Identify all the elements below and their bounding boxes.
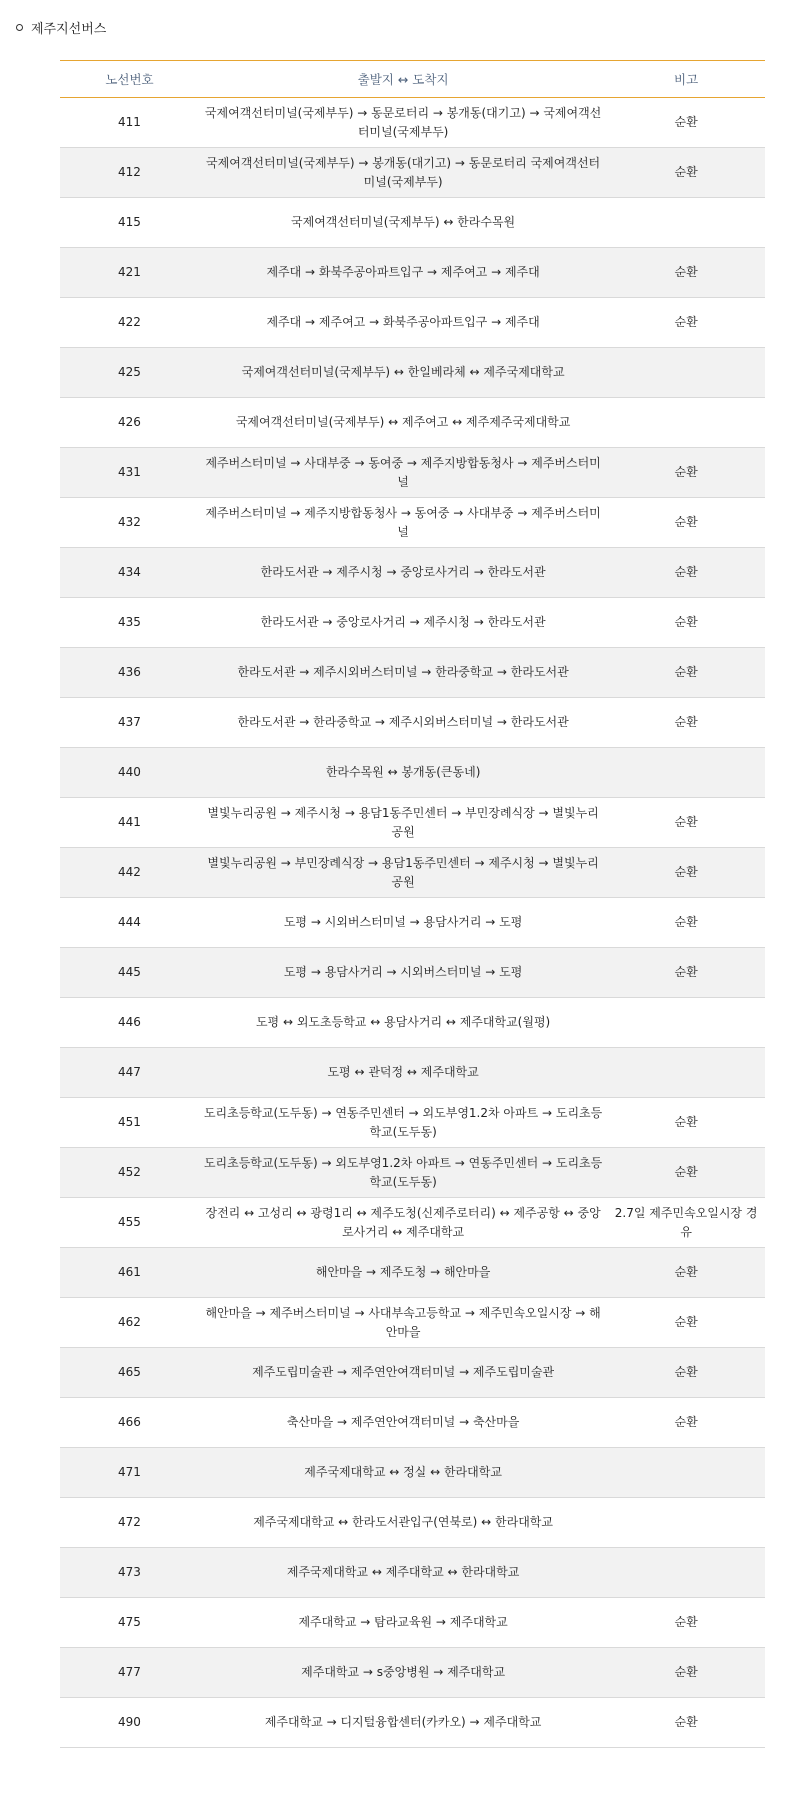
route-cell: 국제여객선터미널(국제부두) → 동문로터리 → 봉개동(대기고) → 국제여객선터미널(국제부두): [199, 98, 607, 148]
note-cell: 순환: [607, 1698, 765, 1748]
table-row: [60, 1348, 765, 1398]
route-cell: 도평 ↔ 관덕정 ↔ 제주대학교: [199, 1048, 607, 1098]
note-cell: 2.7일 제주민속오일시장 경유: [607, 1198, 765, 1248]
route-number-cell: 462: [60, 1298, 199, 1348]
route-number-cell: 437: [60, 698, 199, 748]
table-row: [60, 398, 765, 448]
route-number-cell: 435: [60, 598, 199, 648]
note-cell: 순환: [607, 698, 765, 748]
note-cell: [607, 1498, 765, 1548]
route-number-cell: 431: [60, 448, 199, 498]
note-cell: 순환: [607, 948, 765, 998]
route-cell: 제주대 → 제주여고 → 화북주공아파트입구 → 제주대: [199, 298, 607, 348]
table-row: [60, 348, 765, 398]
note-cell: 순환: [607, 498, 765, 548]
route-number-cell: 434: [60, 548, 199, 598]
route-number-cell: 422: [60, 298, 199, 348]
route-number-cell: 412: [60, 148, 199, 198]
table-row: [60, 698, 765, 748]
route-table: [60, 60, 765, 1748]
note-cell: [607, 1548, 765, 1598]
table-row: [60, 1148, 765, 1198]
header-route-number: 노선번호: [60, 61, 199, 98]
table-row: [60, 1398, 765, 1448]
note-cell: 순환: [607, 1348, 765, 1398]
table-row: [60, 848, 765, 898]
table-row: [60, 148, 765, 198]
route-cell: 도리초등학교(도두동) → 연동주민센터 → 외도부영1.2차 아파트 → 도리초등학교(도두동): [199, 1098, 607, 1148]
route-number-cell: 451: [60, 1098, 199, 1148]
route-number-cell: 440: [60, 748, 199, 798]
route-number-cell: 425: [60, 348, 199, 398]
route-number-cell: 465: [60, 1348, 199, 1398]
route-cell: 도평 ↔ 외도초등학교 ↔ 용담사거리 ↔ 제주대학교(월평): [199, 998, 607, 1048]
route-cell: 해안마을 → 제주버스터미널 → 사대부속고등학교 → 제주민속오일시장 → 해안마을: [199, 1298, 607, 1348]
route-cell: 제주대학교 → s중앙병원 → 제주대학교: [199, 1648, 607, 1698]
route-cell: 제주대학교 → 탐라교육원 → 제주대학교: [199, 1598, 607, 1648]
route-number-cell: 421: [60, 248, 199, 298]
table-row: [60, 1598, 765, 1648]
route-number-cell: 461: [60, 1248, 199, 1298]
note-cell: 순환: [607, 1148, 765, 1198]
table-row: [60, 248, 765, 298]
route-cell: 국제여객선터미널(국제부두) ↔ 한일베라체 ↔ 제주국제대학교: [199, 348, 607, 398]
header-route: 출발지 ↔ 도착지: [199, 61, 607, 98]
route-cell: 축산마을 → 제주연안여객터미널 → 축산마을: [199, 1398, 607, 1448]
route-cell: 제주국제대학교 ↔ 제주대학교 ↔ 한라대학교: [199, 1548, 607, 1598]
note-cell: 순환: [607, 1298, 765, 1348]
table-row: [60, 748, 765, 798]
route-number-cell: 442: [60, 848, 199, 898]
table-row: [60, 1548, 765, 1598]
route-number-cell: 415: [60, 198, 199, 248]
table-row: [60, 298, 765, 348]
table-row: [60, 598, 765, 648]
note-cell: 순환: [607, 598, 765, 648]
route-number-cell: 455: [60, 1198, 199, 1248]
route-number-cell: 436: [60, 648, 199, 698]
route-number-cell: 432: [60, 498, 199, 548]
table-row: [60, 1098, 765, 1148]
note-cell: [607, 1448, 765, 1498]
route-cell: 국제여객선터미널(국제부두) → 봉개동(대기고) → 동문로터리 국제여객선터미널(국제부두): [199, 148, 607, 198]
note-cell: 순환: [607, 298, 765, 348]
route-cell: 한라수목원 ↔ 봉개동(큰동네): [199, 748, 607, 798]
route-cell: 국제여객선터미널(국제부두) ↔ 한라수목원: [199, 198, 607, 248]
route-number-cell: 490: [60, 1698, 199, 1748]
route-cell: 한라도서관 → 제주시외버스터미널 → 한라중학교 → 한라도서관: [199, 648, 607, 698]
table-row: [60, 1198, 765, 1248]
header-note: 비고: [607, 61, 765, 98]
table-row: [60, 1498, 765, 1548]
route-number-cell: 411: [60, 98, 199, 148]
route-cell: 한라도서관 → 중앙로사거리 → 제주시청 → 한라도서관: [199, 598, 607, 648]
note-cell: 순환: [607, 848, 765, 898]
route-cell: 도리초등학교(도두동) → 외도부영1.2차 아파트 → 연동주민센터 → 도리초등학교(도두동): [199, 1148, 607, 1198]
table-row: [60, 1298, 765, 1348]
route-number-cell: 475: [60, 1598, 199, 1648]
table-row: [60, 1448, 765, 1498]
note-cell: [607, 348, 765, 398]
route-cell: 도평 → 용담사거리 → 시외버스터미널 → 도평: [199, 948, 607, 998]
section-title: [16, 18, 106, 37]
table-row: [60, 898, 765, 948]
route-number-cell: 441: [60, 798, 199, 848]
route-cell: 장전리 ↔ 고성리 ↔ 광령1리 ↔ 제주도청(신제주로터리) ↔ 제주공항 ↔ 중앙로사거리 ↔ 제주대학교: [199, 1198, 607, 1248]
route-cell: 별빛누리공원 → 부민장례식장 → 용담1동주민센터 → 제주시청 → 별빛누리공원: [199, 848, 607, 898]
table-row: [60, 498, 765, 548]
table-row: [60, 98, 765, 148]
table-row: [60, 448, 765, 498]
note-cell: [607, 998, 765, 1048]
table-row: [60, 648, 765, 698]
route-cell: 제주버스터미널 → 사대부중 → 동여중 → 제주지방합동청사 → 제주버스터미널: [199, 448, 607, 498]
note-cell: 순환: [607, 648, 765, 698]
note-cell: [607, 398, 765, 448]
route-number-cell: 473: [60, 1548, 199, 1598]
table-row: [60, 1698, 765, 1748]
note-cell: 순환: [607, 898, 765, 948]
table-row: [60, 998, 765, 1048]
note-cell: 순환: [607, 548, 765, 598]
note-cell: [607, 1048, 765, 1098]
route-number-cell: 445: [60, 948, 199, 998]
table-row: [60, 1248, 765, 1298]
table-row: [60, 948, 765, 998]
table-row: [60, 198, 765, 248]
note-cell: 순환: [607, 1248, 765, 1298]
route-number-cell: 477: [60, 1648, 199, 1698]
table-row: [60, 1048, 765, 1098]
table-row: [60, 548, 765, 598]
route-number-cell: 472: [60, 1498, 199, 1548]
note-cell: 순환: [607, 1648, 765, 1698]
circle-bullet-icon: [16, 24, 23, 31]
route-number-cell: 446: [60, 998, 199, 1048]
note-cell: [607, 198, 765, 248]
note-cell: 순환: [607, 148, 765, 198]
route-cell: 별빛누리공원 → 제주시청 → 용담1동주민센터 → 부민장례식장 → 별빛누리공원: [199, 798, 607, 848]
section-title-text: 제주지선버스: [31, 22, 107, 37]
route-number-cell: 444: [60, 898, 199, 948]
table-row: [60, 1648, 765, 1698]
note-cell: 순환: [607, 1098, 765, 1148]
route-cell: 해안마을 → 제주도청 → 해안마을: [199, 1248, 607, 1298]
route-cell: 제주국제대학교 ↔ 정실 ↔ 한라대학교: [199, 1448, 607, 1498]
note-cell: 순환: [607, 1598, 765, 1648]
note-cell: [607, 748, 765, 798]
route-cell: 한라도서관 → 한라중학교 → 제주시외버스터미널 → 한라도서관: [199, 698, 607, 748]
route-number-cell: 447: [60, 1048, 199, 1098]
table-header-row: [60, 61, 765, 98]
route-number-cell: 452: [60, 1148, 199, 1198]
route-cell: 한라도서관 → 제주시청 → 중앙로사거리 → 한라도서관: [199, 548, 607, 598]
route-cell: 제주대학교 → 디지털융합센터(카카오) → 제주대학교: [199, 1698, 607, 1748]
note-cell: 순환: [607, 798, 765, 848]
note-cell: 순환: [607, 1398, 765, 1448]
route-number-cell: 471: [60, 1448, 199, 1498]
route-number-cell: 466: [60, 1398, 199, 1448]
note-cell: 순환: [607, 248, 765, 298]
route-cell: 제주대 → 화북주공아파트입구 → 제주여고 → 제주대: [199, 248, 607, 298]
route-cell: 제주버스터미널 → 제주지방합동청사 → 동여중 → 사대부중 → 제주버스터미널: [199, 498, 607, 548]
route-number-cell: 426: [60, 398, 199, 448]
route-cell: 국제여객선터미널(국제부두) ↔ 제주여고 ↔ 제주제주국제대학교: [199, 398, 607, 448]
note-cell: 순환: [607, 98, 765, 148]
route-cell: 도평 → 시외버스터미널 → 용담사거리 → 도평: [199, 898, 607, 948]
route-cell: 제주도립미술관 → 제주연안여객터미널 → 제주도립미술관: [199, 1348, 607, 1398]
route-cell: 제주국제대학교 ↔ 한라도서관입구(연북로) ↔ 한라대학교: [199, 1498, 607, 1548]
table-row: [60, 798, 765, 848]
note-cell: 순환: [607, 448, 765, 498]
